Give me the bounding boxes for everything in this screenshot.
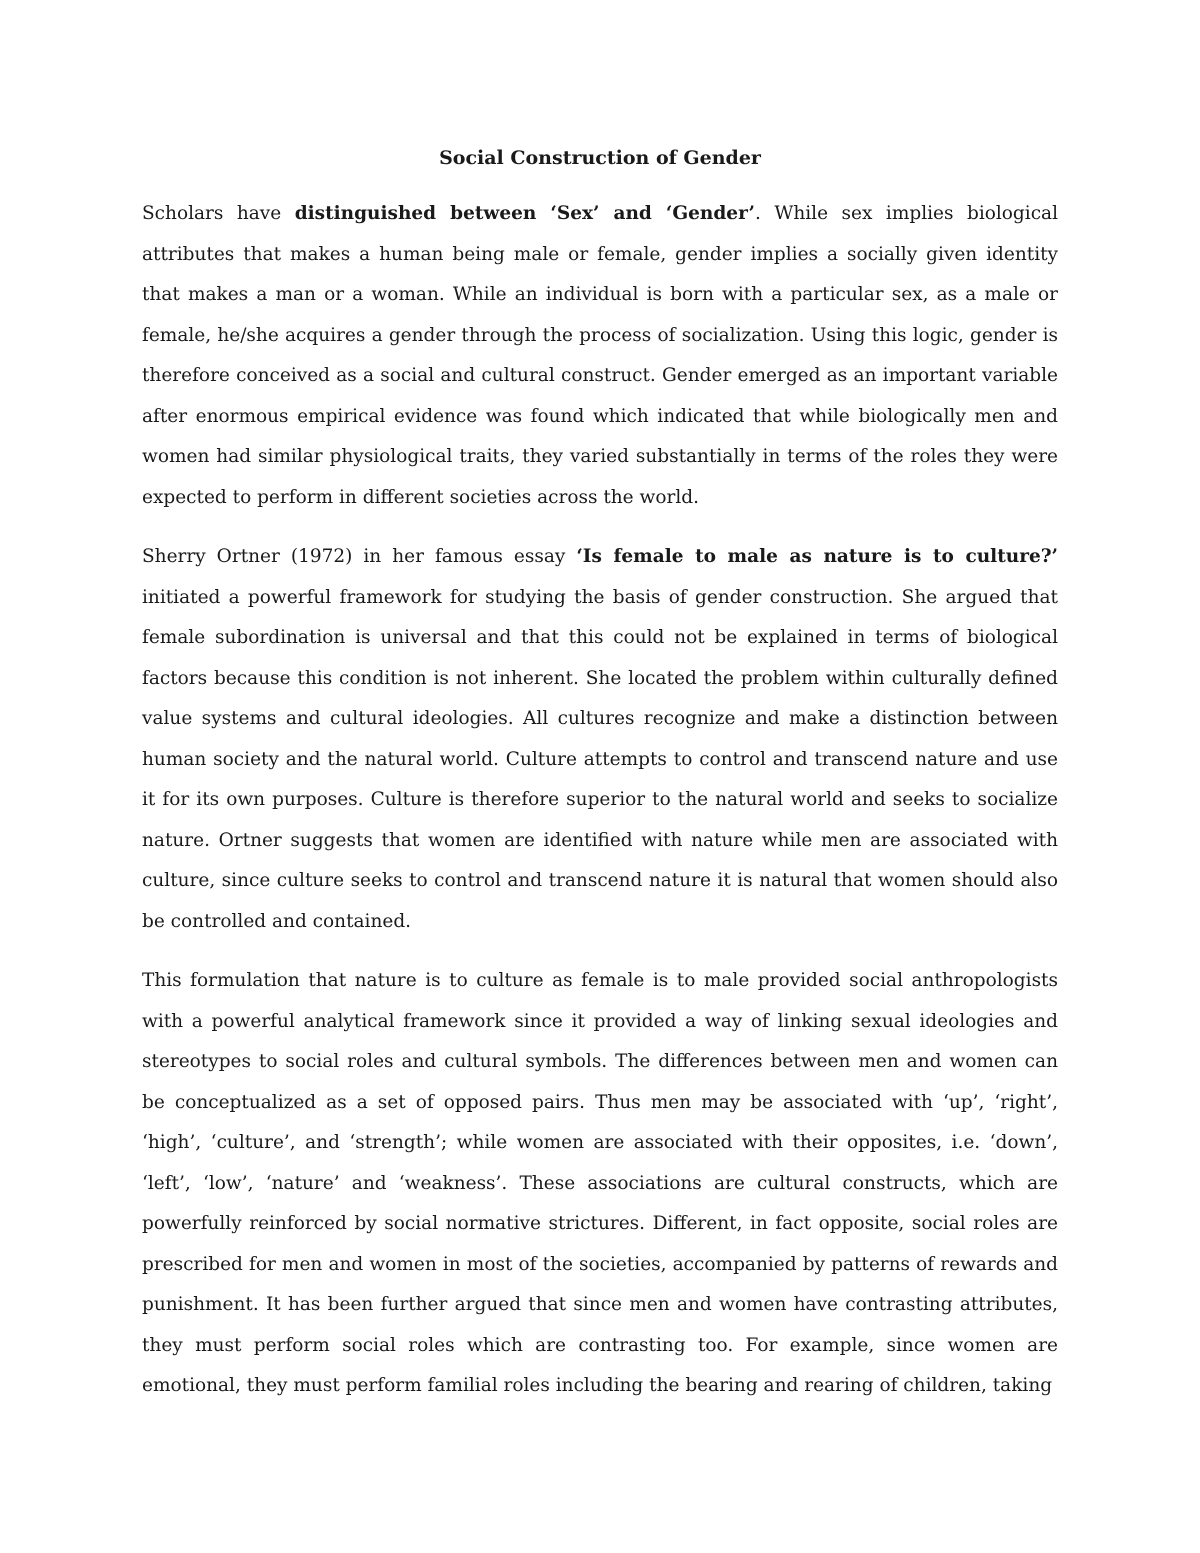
paragraph-text: initiated a powerful framework for studying the basis of gender construction. She argued that female subordination is universal and that this could not be explained in terms of biological factors because this condition is not inherent. She located the problem within culturally defined value systems and cultural ideologies. All cultures recognize and make a distinction between human society and the natural world. Culture attempts to control and transcend nature and use it for its own purposes. Culture is therefore superior to the natural world and seeks to socialize nature. Ortner suggests that women are identified with nature while men are associated with culture, since culture seeks to control and transcend nature it is natural that women should also be controlled and contained. [142,586,1058,932]
paragraph-formulation: This formulation that nature is to culture as female is to male provided social anthropologists with a powerful analytical framework since it provided a way of linking sexual ideologies and stereotypes to social roles and cultural symbols. The differences between men and women can be conceptualized as a set of opposed pairs. Thus men may be associated with ‘up’, ‘right’, ‘high’, ‘culture’, and ‘strength’; while women are associated with their opposites, i.e. ‘down’, ‘left’, ‘low’, ‘nature’ and ‘weakness’. These associations are cultural constructs, which are powerfully reinforced by social normative strictures. Different, in fact opposite, social roles are prescribed for men and women in most of the societies, accompanied by patterns of rewards and punishment. It has been further argued that since men and women have contrasting attributes, they must perform social roles which are contrasting too. For example, since women are emotional, they must perform familial roles including the bearing and rearing of children, taking [142,970,1058,1396]
paragraph-text: Scholars have [142,203,295,224]
bold-phrase: distinguished between ‘Sex’ and ‘Gender’ [294,203,755,224]
paragraph-sex-gender [142,194,1058,518]
essay-title: ‘Is female to male as nature is to culture?’ [576,546,1058,567]
document-title: Social Construction of Gender [439,147,761,169]
document-page [142,138,1058,1407]
paragraph-text: . While sex implies biological attributes that makes a human being male or female, gender implies a socially given identity that makes a man or a woman. While an individual is born with a particular sex, as a male or female, he/she acquires a gender through the process of socialization. Using this logic, gender is therefore conceived as a social and cultural construct. Gender emerged as an important variable after enormous empirical evidence was found which indicated that while biologically men and women had similar physiological traits, they varied substantially in terms of the roles they were expected to perform in different societies across the world. [142,203,1059,508]
paragraph-ortner [142,537,1058,942]
paragraph-text: Sherry Ortner (1972) in her famous essay [142,546,577,567]
